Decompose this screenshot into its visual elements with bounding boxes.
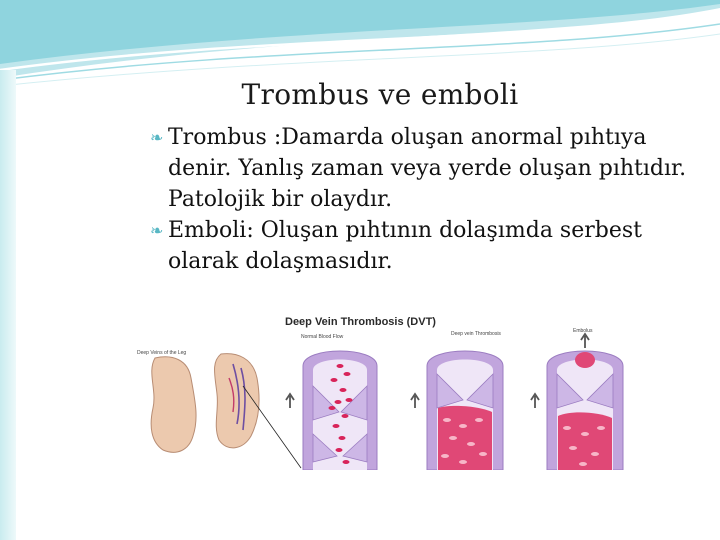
panel-label-dvt: Deep vein Thrombosis [451, 331, 501, 337]
embolus-clot [575, 352, 595, 368]
left-side-bar [0, 70, 16, 540]
panel-label-normal: Normal Blood Flow [301, 334, 344, 340]
bullet-trombus [150, 122, 690, 215]
slide-title: Trombus ve emboli [241, 78, 519, 111]
bullet-text: Emboli: Oluşan pıhtının dolaşımda serbest olarak dolaşmasıdır. [168, 218, 642, 274]
illustration-title: Deep Vein Thrombosis (DVT) [285, 316, 436, 328]
teal-leaf-bullet-icon: ❧ [150, 221, 164, 240]
leg-label: Deep Veins of the Leg [137, 350, 187, 356]
panel-label-embolus: Embolus [573, 328, 593, 334]
dvt-illustration [133, 308, 660, 470]
top-wave-decoration [0, 0, 720, 90]
teal-leaf-bullet-icon: ❧ [150, 128, 164, 147]
bullet-list [150, 122, 690, 277]
bullet-emboli [150, 215, 690, 277]
bullet-text: Trombus :Damarda oluşan anormal pıhtıya denir. Yanlış zaman veya yerde oluşan pıhtıdır. Patolojik bir olaydır. [168, 125, 687, 212]
